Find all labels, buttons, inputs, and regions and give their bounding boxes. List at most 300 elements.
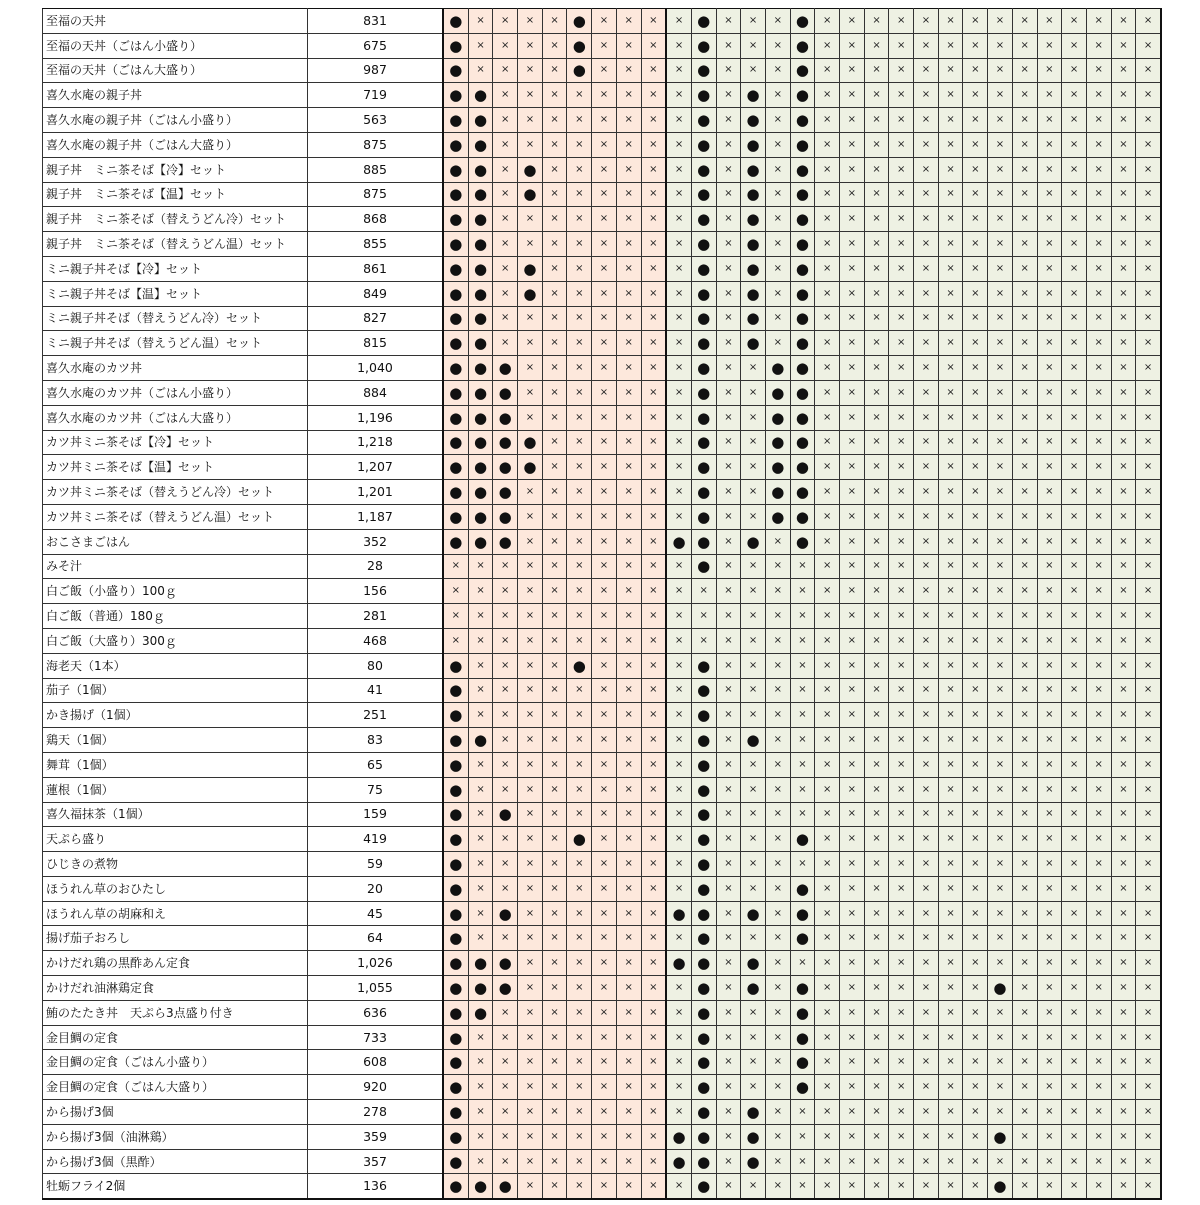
not-contains-mark: × [765,1124,790,1149]
not-contains-mark: × [1037,926,1062,951]
not-contains-mark: × [1136,58,1161,83]
contains-mark: ● [691,802,716,827]
not-contains-mark: × [493,108,518,133]
not-contains-mark: × [1111,976,1136,1001]
not-contains-mark: × [1062,182,1087,207]
not-contains-mark: × [518,1075,543,1100]
not-contains-mark: × [889,529,914,554]
not-contains-mark: × [815,1025,840,1050]
not-contains-mark: × [592,504,617,529]
not-contains-mark: × [938,480,963,505]
not-contains-mark: × [518,1124,543,1149]
contains-mark: ● [443,1075,468,1100]
not-contains-mark: × [542,1174,567,1199]
not-contains-mark: × [938,108,963,133]
not-contains-mark: × [542,405,567,430]
not-contains-mark: × [741,1075,766,1100]
not-contains-mark: × [988,232,1013,257]
not-contains-mark: × [864,430,889,455]
not-contains-mark: × [938,157,963,182]
not-contains-mark: × [889,604,914,629]
not-contains-mark: × [567,604,592,629]
not-contains-mark: × [864,380,889,405]
calorie-value: 1,055 [308,976,444,1001]
not-contains-mark: × [468,1149,493,1174]
not-contains-mark: × [963,628,988,653]
calorie-value: 733 [308,1025,444,1050]
not-contains-mark: × [963,480,988,505]
not-contains-mark: × [988,380,1013,405]
not-contains-mark: × [666,281,691,306]
not-contains-mark: × [666,504,691,529]
not-contains-mark: × [988,207,1013,232]
menu-item-name: 金目鯛の定食 [43,1025,308,1050]
not-contains-mark: × [1037,108,1062,133]
not-contains-mark: × [641,802,666,827]
contains-mark: ● [691,132,716,157]
not-contains-mark: × [840,604,865,629]
not-contains-mark: × [1012,356,1037,381]
not-contains-mark: × [864,108,889,133]
contains-mark: ● [468,132,493,157]
not-contains-mark: × [914,356,939,381]
not-contains-mark: × [1062,976,1087,1001]
not-contains-mark: × [988,256,1013,281]
menu-item-name: から揚げ3個（油淋鶏） [43,1124,308,1149]
not-contains-mark: × [963,728,988,753]
not-contains-mark: × [468,653,493,678]
calorie-value: 251 [308,703,444,728]
table-row [43,132,1161,157]
not-contains-mark: × [1086,33,1111,58]
not-contains-mark: × [815,1100,840,1125]
not-contains-mark: × [493,926,518,951]
not-contains-mark: × [666,108,691,133]
not-contains-mark: × [1037,480,1062,505]
not-contains-mark: × [741,926,766,951]
contains-mark: ● [765,356,790,381]
not-contains-mark: × [889,579,914,604]
calorie-value: 815 [308,331,444,356]
not-contains-mark: × [616,9,641,34]
not-contains-mark: × [1136,9,1161,34]
not-contains-mark: × [840,108,865,133]
not-contains-mark: × [1012,1050,1037,1075]
not-contains-mark: × [1062,926,1087,951]
contains-mark: ● [790,405,815,430]
not-contains-mark: × [790,1149,815,1174]
not-contains-mark: × [988,33,1013,58]
not-contains-mark: × [1062,232,1087,257]
menu-item-name: 至福の天丼（ごはん大盛り） [43,58,308,83]
not-contains-mark: × [1037,802,1062,827]
not-contains-mark: × [1086,306,1111,331]
contains-mark: ● [443,380,468,405]
not-contains-mark: × [1111,1124,1136,1149]
not-contains-mark: × [889,132,914,157]
not-contains-mark: × [765,802,790,827]
contains-mark: ● [790,33,815,58]
not-contains-mark: × [914,703,939,728]
contains-mark: ● [691,529,716,554]
not-contains-mark: × [641,579,666,604]
not-contains-mark: × [963,1050,988,1075]
calorie-value: 75 [308,777,444,802]
contains-mark: ● [443,1174,468,1199]
not-contains-mark: × [864,455,889,480]
not-contains-mark: × [1111,405,1136,430]
not-contains-mark: × [815,529,840,554]
not-contains-mark: × [468,926,493,951]
not-contains-mark: × [889,876,914,901]
contains-mark: ● [741,182,766,207]
contains-mark: ● [443,256,468,281]
not-contains-mark: × [914,232,939,257]
not-contains-mark: × [938,1000,963,1025]
not-contains-mark: × [716,33,741,58]
not-contains-mark: × [864,1025,889,1050]
not-contains-mark: × [616,430,641,455]
not-contains-mark: × [493,207,518,232]
not-contains-mark: × [567,380,592,405]
not-contains-mark: × [988,628,1013,653]
not-contains-mark: × [840,876,865,901]
not-contains-mark: × [914,430,939,455]
not-contains-mark: × [641,33,666,58]
not-contains-mark: × [988,554,1013,579]
not-contains-mark: × [1062,1050,1087,1075]
not-contains-mark: × [988,678,1013,703]
contains-mark: ● [790,281,815,306]
not-contains-mark: × [1037,1000,1062,1025]
not-contains-mark: × [741,356,766,381]
not-contains-mark: × [468,678,493,703]
contains-mark: ● [691,157,716,182]
not-contains-mark: × [988,752,1013,777]
calorie-value: 1,040 [308,356,444,381]
not-contains-mark: × [616,827,641,852]
contains-mark: ● [790,108,815,133]
not-contains-mark: × [790,678,815,703]
contains-mark: ● [443,33,468,58]
not-contains-mark: × [790,728,815,753]
not-contains-mark: × [938,926,963,951]
not-contains-mark: × [815,901,840,926]
menu-item-name: ミニ親子丼そば（替えうどん温）セット [43,331,308,356]
not-contains-mark: × [567,356,592,381]
not-contains-mark: × [666,232,691,257]
not-contains-mark: × [716,827,741,852]
calorie-value: 1,201 [308,480,444,505]
calorie-value: 875 [308,182,444,207]
contains-mark: ● [765,380,790,405]
not-contains-mark: × [641,604,666,629]
not-contains-mark: × [938,728,963,753]
not-contains-mark: × [716,1000,741,1025]
menu-item-name: ミニ親子丼そば（替えうどん冷）セット [43,306,308,331]
not-contains-mark: × [468,58,493,83]
not-contains-mark: × [716,430,741,455]
not-contains-mark: × [864,529,889,554]
not-contains-mark: × [889,1025,914,1050]
not-contains-mark: × [1086,480,1111,505]
not-contains-mark: × [1136,256,1161,281]
not-contains-mark: × [914,1050,939,1075]
contains-mark: ● [443,83,468,108]
not-contains-mark: × [542,380,567,405]
not-contains-mark: × [542,802,567,827]
not-contains-mark: × [493,752,518,777]
not-contains-mark: × [616,83,641,108]
not-contains-mark: × [815,678,840,703]
table-row [43,802,1161,827]
not-contains-mark: × [1136,876,1161,901]
calorie-value: 827 [308,306,444,331]
not-contains-mark: × [1086,281,1111,306]
not-contains-mark: × [840,926,865,951]
menu-item-name: 揚げ茄子おろし [43,926,308,951]
not-contains-mark: × [938,951,963,976]
menu-item-name: 白ご飯（小盛り）100ｇ [43,579,308,604]
contains-mark: ● [468,281,493,306]
contains-mark: ● [741,157,766,182]
not-contains-mark: × [815,1174,840,1199]
contains-mark: ● [988,1124,1013,1149]
not-contains-mark: × [716,380,741,405]
not-contains-mark: × [616,331,641,356]
not-contains-mark: × [1037,1050,1062,1075]
not-contains-mark: × [1086,207,1111,232]
contains-mark: ● [443,653,468,678]
contains-mark: ● [741,976,766,1001]
not-contains-mark: × [840,480,865,505]
not-contains-mark: × [765,157,790,182]
not-contains-mark: × [1012,207,1037,232]
not-contains-mark: × [567,281,592,306]
not-contains-mark: × [468,876,493,901]
table-row [43,728,1161,753]
not-contains-mark: × [1037,132,1062,157]
not-contains-mark: × [641,852,666,877]
not-contains-mark: × [592,703,617,728]
menu-item-name: 海老天（1本） [43,653,308,678]
not-contains-mark: × [889,430,914,455]
contains-mark: ● [691,1124,716,1149]
not-contains-mark: × [542,777,567,802]
not-contains-mark: × [567,777,592,802]
not-contains-mark: × [542,455,567,480]
not-contains-mark: × [790,951,815,976]
contains-mark: ● [493,802,518,827]
contains-mark: ● [493,529,518,554]
not-contains-mark: × [1037,9,1062,34]
not-contains-mark: × [765,1000,790,1025]
not-contains-mark: × [567,1025,592,1050]
not-contains-mark: × [840,554,865,579]
contains-mark: ● [691,207,716,232]
not-contains-mark: × [641,480,666,505]
not-contains-mark: × [1136,356,1161,381]
not-contains-mark: × [641,356,666,381]
menu-item-name: 茄子（1個） [43,678,308,703]
not-contains-mark: × [1111,703,1136,728]
table-row [43,1000,1161,1025]
not-contains-mark: × [988,281,1013,306]
not-contains-mark: × [592,1149,617,1174]
not-contains-mark: × [666,132,691,157]
not-contains-mark: × [592,827,617,852]
not-contains-mark: × [840,678,865,703]
table-row [43,1075,1161,1100]
not-contains-mark: × [1037,728,1062,753]
not-contains-mark: × [1012,1025,1037,1050]
not-contains-mark: × [616,480,641,505]
not-contains-mark: × [815,554,840,579]
not-contains-mark: × [518,58,543,83]
contains-mark: ● [741,256,766,281]
not-contains-mark: × [542,653,567,678]
contains-mark: ● [468,331,493,356]
not-contains-mark: × [1062,58,1087,83]
not-contains-mark: × [443,628,468,653]
table-row [43,480,1161,505]
contains-mark: ● [666,1124,691,1149]
not-contains-mark: × [864,405,889,430]
not-contains-mark: × [493,876,518,901]
not-contains-mark: × [914,108,939,133]
not-contains-mark: × [864,976,889,1001]
not-contains-mark: × [592,926,617,951]
not-contains-mark: × [641,1050,666,1075]
not-contains-mark: × [765,554,790,579]
not-contains-mark: × [1037,504,1062,529]
not-contains-mark: × [518,951,543,976]
contains-mark: ● [790,1025,815,1050]
not-contains-mark: × [542,926,567,951]
not-contains-mark: × [641,901,666,926]
not-contains-mark: × [518,752,543,777]
not-contains-mark: × [592,9,617,34]
not-contains-mark: × [1037,1149,1062,1174]
not-contains-mark: × [1086,380,1111,405]
not-contains-mark: × [616,1025,641,1050]
contains-mark: ● [567,827,592,852]
not-contains-mark: × [938,1025,963,1050]
contains-mark: ● [765,504,790,529]
not-contains-mark: × [641,976,666,1001]
not-contains-mark: × [518,554,543,579]
contains-mark: ● [443,132,468,157]
not-contains-mark: × [765,331,790,356]
not-contains-mark: × [988,306,1013,331]
calorie-value: 1,207 [308,455,444,480]
not-contains-mark: × [641,926,666,951]
not-contains-mark: × [592,256,617,281]
not-contains-mark: × [666,256,691,281]
not-contains-mark: × [840,1174,865,1199]
not-contains-mark: × [1062,628,1087,653]
not-contains-mark: × [567,1000,592,1025]
not-contains-mark: × [616,1100,641,1125]
menu-item-name: カツ丼ミニ茶そば（替えうどん温）セット [43,504,308,529]
not-contains-mark: × [518,926,543,951]
not-contains-mark: × [493,182,518,207]
not-contains-mark: × [542,504,567,529]
not-contains-mark: × [641,1000,666,1025]
not-contains-mark: × [889,331,914,356]
not-contains-mark: × [1136,1075,1161,1100]
not-contains-mark: × [567,1050,592,1075]
table-row [43,108,1161,133]
not-contains-mark: × [542,331,567,356]
not-contains-mark: × [963,58,988,83]
menu-item-name: 金目鯛の定食（ごはん大盛り） [43,1075,308,1100]
not-contains-mark: × [542,579,567,604]
table-row [43,852,1161,877]
contains-mark: ● [691,827,716,852]
not-contains-mark: × [889,852,914,877]
not-contains-mark: × [741,58,766,83]
calorie-value: 41 [308,678,444,703]
not-contains-mark: × [914,1025,939,1050]
not-contains-mark: × [641,380,666,405]
not-contains-mark: × [815,951,840,976]
not-contains-mark: × [1062,306,1087,331]
calorie-value: 884 [308,380,444,405]
not-contains-mark: × [443,554,468,579]
not-contains-mark: × [840,455,865,480]
not-contains-mark: × [889,33,914,58]
not-contains-mark: × [1111,876,1136,901]
not-contains-mark: × [1062,1174,1087,1199]
not-contains-mark: × [518,306,543,331]
not-contains-mark: × [889,728,914,753]
contains-mark: ● [443,1100,468,1125]
not-contains-mark: × [1012,232,1037,257]
not-contains-mark: × [938,281,963,306]
not-contains-mark: × [963,827,988,852]
not-contains-mark: × [1086,504,1111,529]
not-contains-mark: × [666,1174,691,1199]
table-row [43,703,1161,728]
menu-item-name: かけだれ油淋鶏定食 [43,976,308,1001]
not-contains-mark: × [790,802,815,827]
not-contains-mark: × [914,901,939,926]
not-contains-mark: × [716,1050,741,1075]
contains-mark: ● [691,430,716,455]
contains-mark: ● [691,1100,716,1125]
not-contains-mark: × [567,207,592,232]
not-contains-mark: × [1037,306,1062,331]
not-contains-mark: × [815,504,840,529]
not-contains-mark: × [1012,852,1037,877]
contains-mark: ● [691,976,716,1001]
not-contains-mark: × [1086,132,1111,157]
not-contains-mark: × [716,752,741,777]
not-contains-mark: × [493,132,518,157]
not-contains-mark: × [938,604,963,629]
not-contains-mark: × [914,579,939,604]
not-contains-mark: × [765,132,790,157]
not-contains-mark: × [641,58,666,83]
contains-mark: ● [691,182,716,207]
not-contains-mark: × [493,1025,518,1050]
not-contains-mark: × [790,1174,815,1199]
not-contains-mark: × [815,480,840,505]
contains-mark: ● [493,504,518,529]
not-contains-mark: × [889,306,914,331]
contains-mark: ● [790,380,815,405]
